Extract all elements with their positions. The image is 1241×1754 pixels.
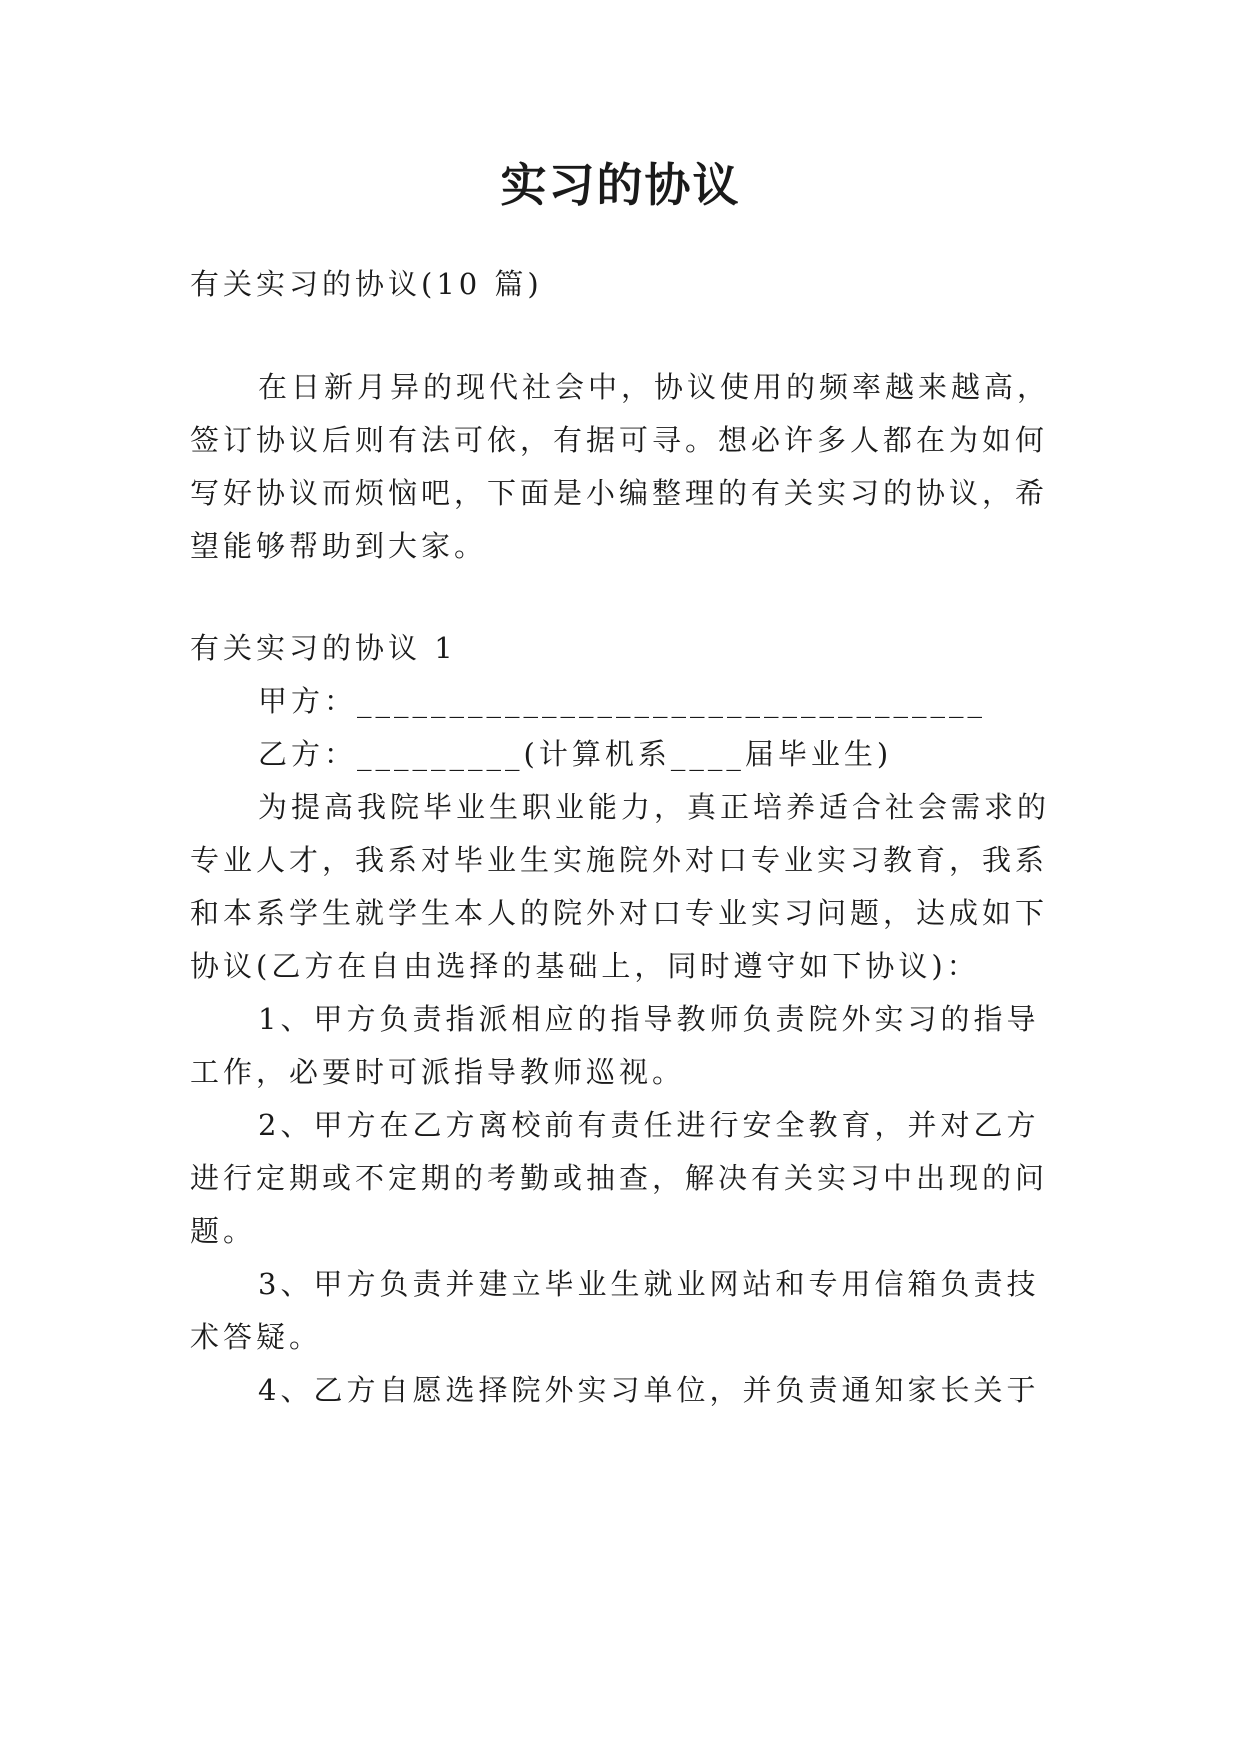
intro-line: 望能够帮助到大家。 (190, 529, 488, 563)
clause-line: 2、甲方在乙方离校前有责任进行安全教育，并对乙方 (258, 1108, 1040, 1142)
section-heading: 有关实习的协议 1 (190, 631, 457, 665)
clause-line: 4、乙方自愿选择院外实习单位，并负责通知家长关于 (258, 1373, 1040, 1407)
intro-line: 写好协议而烦恼吧，下面是小编整理的有关实习的协议，希 (190, 476, 1049, 510)
intro-line: 签订协议后则有法可依，有据可寻。想必许多人都在为如何 (190, 423, 1049, 457)
party-a-line: 甲方：__________________________________ (258, 684, 987, 718)
document-subtitle: 有关实习的协议(10 篇) (190, 267, 543, 301)
body-line: 为提高我院毕业生职业能力，真正培养适合社会需求的 (258, 790, 1051, 824)
body-line: 协议(乙方在自由选择的基础上，同时遵守如下协议)： (190, 949, 980, 983)
clause-line: 进行定期或不定期的考勤或抽查，解决有关实习中出现的问 (190, 1161, 1049, 1195)
clause-line: 3、甲方负责并建立毕业生就业网站和专用信箱负责技 (258, 1267, 1040, 1301)
clause-line: 工作，必要时可派指导教师巡视。 (190, 1055, 686, 1089)
clause-line: 1、甲方负责指派相应的指导教师负责院外实习的指导 (258, 1002, 1040, 1036)
clause-line: 题。 (190, 1214, 257, 1248)
intro-line: 在日新月异的现代社会中，协议使用的频率越来越高， (258, 370, 1051, 404)
party-b-line: 乙方：_________(计算机系____届毕业生) (258, 737, 893, 771)
clause-line: 术答疑。 (190, 1320, 323, 1354)
body-line: 和本系学生就学生本人的院外对口专业实习问题，达成如下 (190, 896, 1049, 930)
body-line: 专业人才，我系对毕业生实施院外对口专业实习教育，我系 (190, 843, 1049, 877)
document-title: 实习的协议 (500, 158, 741, 212)
